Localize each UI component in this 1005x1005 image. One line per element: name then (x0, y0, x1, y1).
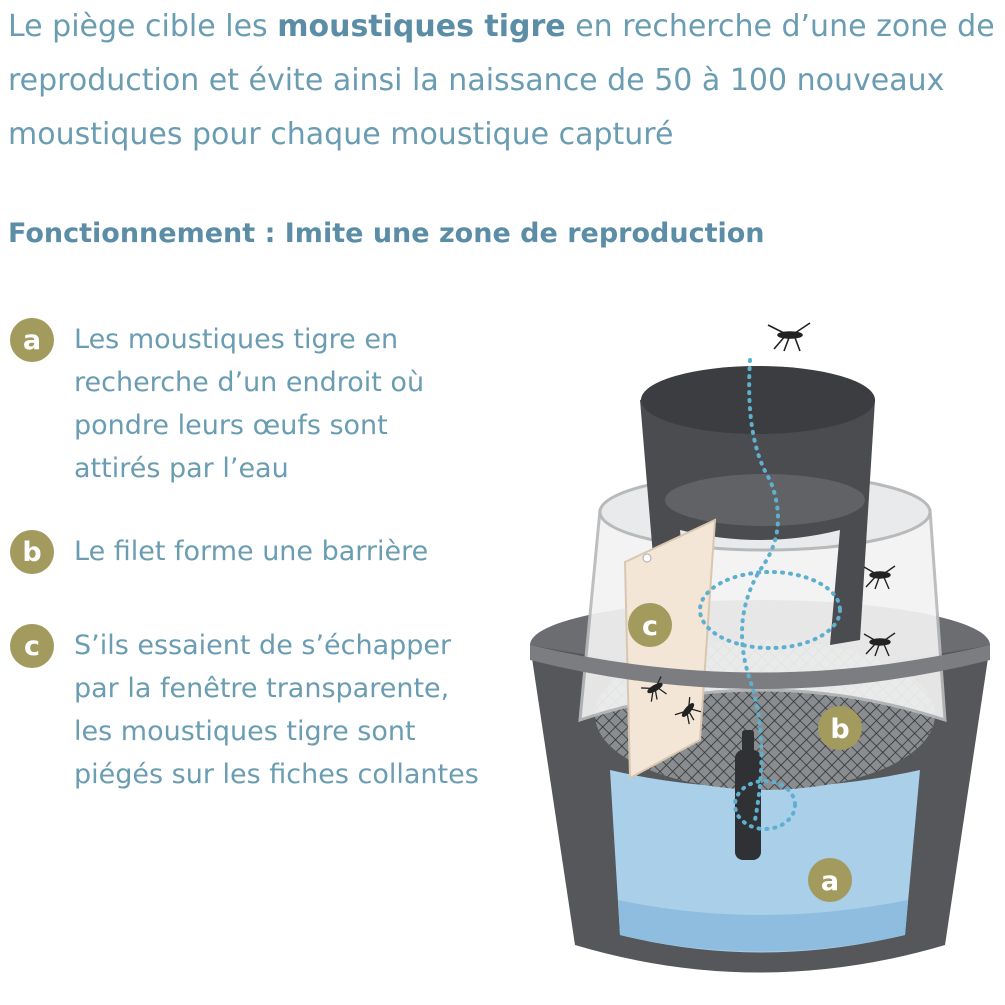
intro-text (8, 0, 998, 162)
step-b-text: Le filet forme une barrière (74, 536, 429, 567)
step-a (10, 318, 534, 490)
funnel-top (641, 366, 875, 434)
intro-part-2: en recherche d’une zone de reproduction et évite ainsi la naissance de 50 à 100 nouveaux moustiques pour chaque moustique capturé (8, 9, 995, 152)
step-b (10, 530, 534, 574)
step-c (10, 624, 534, 796)
intro-bold: moustiques tigre (277, 9, 566, 44)
diagram-label-c: c (641, 611, 659, 642)
trap-diagram (520, 300, 1000, 1000)
sticky-card-hole (643, 554, 651, 562)
wick (735, 750, 761, 860)
step-c-text: S’ils essaient de s’échapper par la fenêtre transparente, les moustiques tigre sont piégés sur les fiches collantes (74, 630, 479, 790)
step-a-text: Les moustiques tigre en recherche d’un endroit où pondre leurs œufs sont attirés par l’eau (74, 324, 425, 484)
funnel-inner (665, 474, 865, 526)
step-a-badge: a (10, 318, 54, 362)
diagram-badge-b (818, 706, 862, 750)
diagram-label-a: a (820, 866, 840, 897)
step-b-badge: b (10, 530, 54, 574)
intro-part-1: Le piège cible les (8, 9, 278, 44)
mosquito-top-icon (768, 323, 810, 351)
diagram-label-b: b (830, 714, 850, 745)
wick-tip (742, 730, 754, 755)
diagram-badge-c (628, 603, 672, 647)
section-heading: Fonctionnement : Imite une zone de reproduction (8, 218, 765, 249)
step-c-badge: c (10, 624, 54, 668)
diagram-badge-a (808, 858, 852, 902)
